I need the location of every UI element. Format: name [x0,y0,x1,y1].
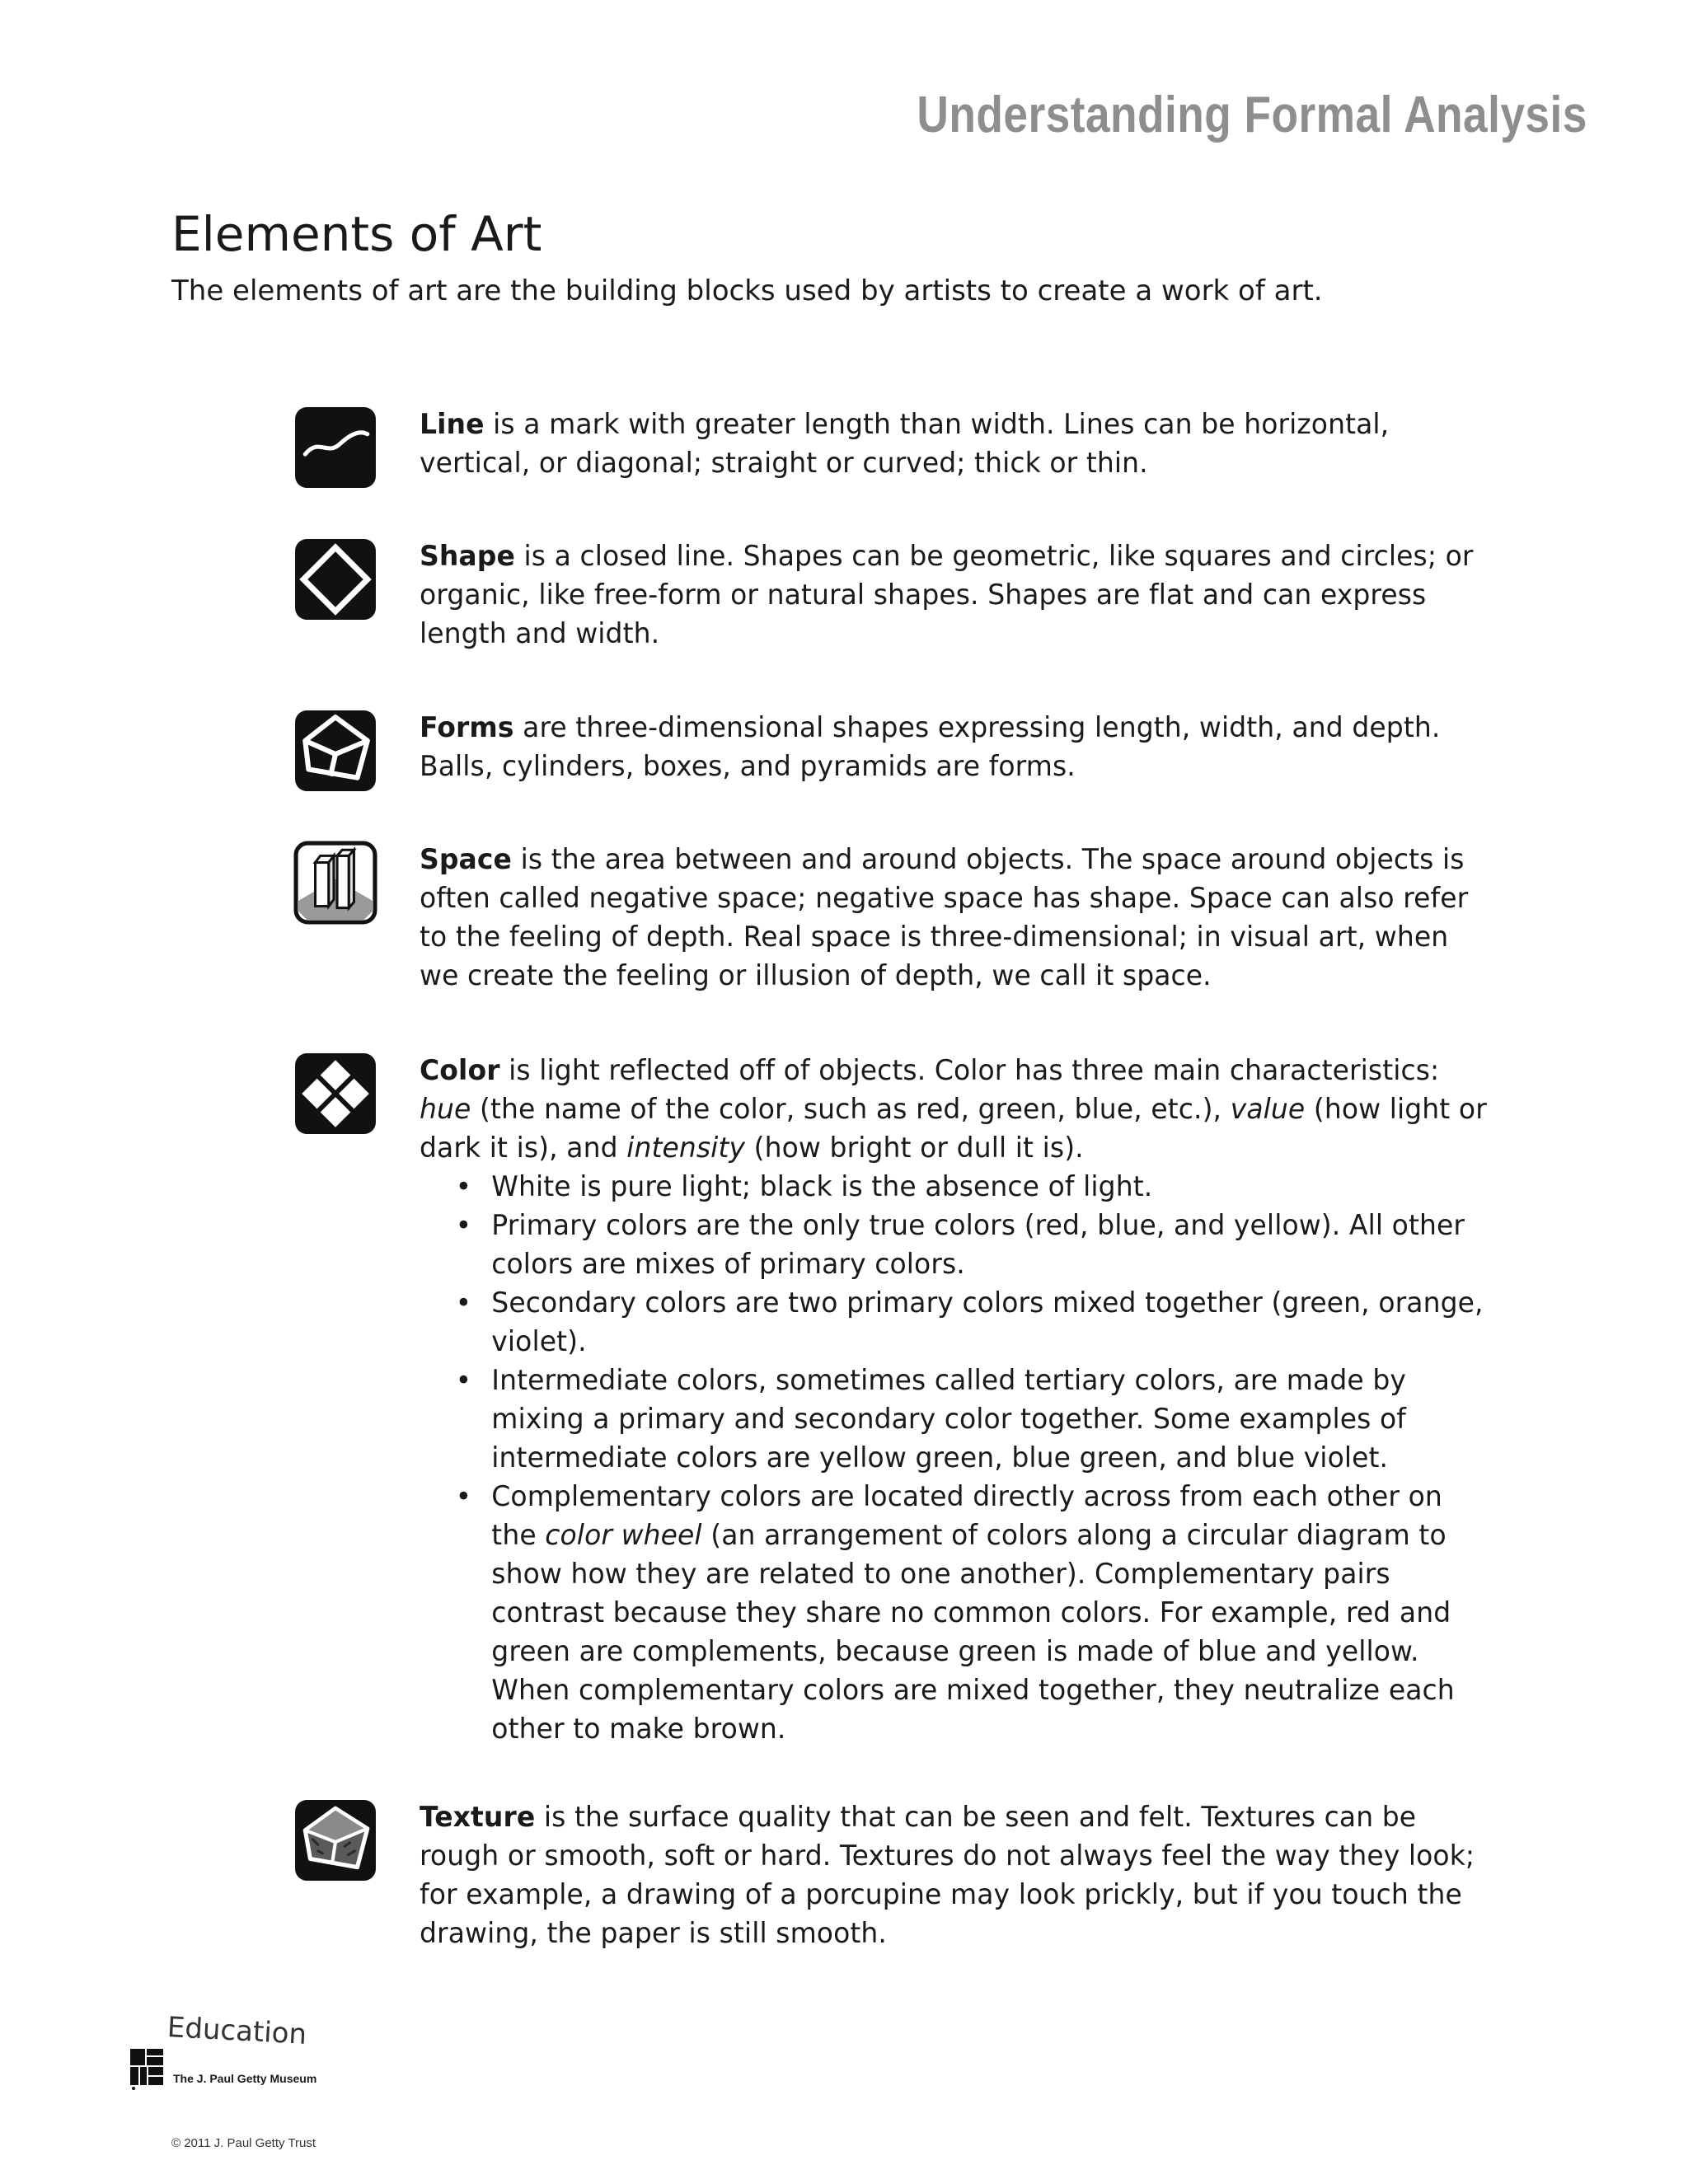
element-term: Forms [420,711,514,744]
element-shape-text [420,537,1491,654]
shape-icon [293,537,377,621]
element-texture-text [420,1798,1491,1953]
list-item: • White is pure light; black is the absence of light. [420,1168,1491,1207]
element-term: Texture [420,1801,536,1834]
section-title: Elements of Art [171,206,542,262]
element-description: is a mark with greater length than width. Lines can be horizontal, vertical, or diagonal; straight or curved; thick or thin. [420,408,1390,480]
education-label: Education [166,2011,308,2051]
bullet-text: (an arrangement of colors along a circular diagram to show how they are related to one another). Complementary pairs contrast because they share no common colors. For example, red and green are complements, because green is made of blue and yellow. When complementary colors are mixed together, they neutralize each other to make brown. [491,1519,1455,1746]
element-term: Shape [420,540,515,573]
element-description: is a closed line. Shapes can be geometric, like squares and circles; or organic, like free-form or natural shapes. Shapes are flat and can express length and width. [420,540,1474,650]
copyright: © 2011 J. Paul Getty Trust [171,2136,316,2150]
element-description: are three-dimensional shapes expressing length, width, and depth. Balls, cylinders, boxes, and pyramids are forms. [420,711,1441,783]
element-term: Color [420,1054,500,1087]
term-intensity: intensity [626,1132,746,1165]
texture-icon [293,1798,377,1882]
term-value: value [1230,1093,1306,1126]
element-description: (how light or dark it is), and [420,1093,1487,1165]
list-item [420,1478,1491,1749]
museum-name: The J. Paul Getty Museum [173,2072,317,2085]
element-color-text [420,1052,1491,1749]
term-color-wheel: color wheel [545,1519,702,1552]
line-icon [293,405,377,490]
list-item: • Intermediate colors, sometimes called tertiary colors, are made by mixing a primary and secondary color together. Some examples of intermediate colors are yellow green, blue green, and blue violet. [420,1361,1491,1478]
element-description: (how bright or dull it is). [745,1132,1084,1165]
term-hue: hue [420,1093,471,1126]
element-line-text [420,405,1491,483]
list-item: • Secondary colors are two primary colors mixed together (green, orange, violet). [420,1284,1491,1361]
element-description: (the name of the color, such as red, green, blue, etc.), [471,1093,1231,1126]
form-cube-icon [293,709,377,793]
space-icon [293,841,377,925]
element-term: Line [420,408,485,441]
color-bullet-list [420,1168,1491,1749]
element-forms-text [420,709,1491,786]
element-description: is the surface quality that can be seen and felt. Textures can be rough or smooth, soft or hard. Textures do not always feel the way they look; for example, a drawing of a porcupine may look prickly, but if you touch the drawing, the paper is still smooth. [420,1801,1475,1950]
color-icon [293,1052,377,1136]
page-header-title: Understanding Formal Analysis [917,87,1587,143]
section-intro: The elements of art are the building blocks used by artists to create a work of art. [171,274,1323,307]
element-term: Space [420,843,513,876]
element-space-text [420,841,1491,996]
element-description: is light reflected off of objects. Color has three main characteristics: [499,1054,1440,1087]
bullet-text: Complementary colors are located directly across from each other on the [491,1480,1442,1552]
list-item: • Primary colors are the only true colors (red, blue, and yellow). All other colors are mixes of primary colors. [420,1207,1491,1284]
getty-logo-icon [129,2047,165,2090]
element-description: is the area between and around objects. The space around objects is often called negative space; negative space has shape. Space can also refer to the feeling of depth. Real space is three-dimensional; in visual art, when we create the feeling or illusion of depth, we call it space. [420,843,1469,992]
